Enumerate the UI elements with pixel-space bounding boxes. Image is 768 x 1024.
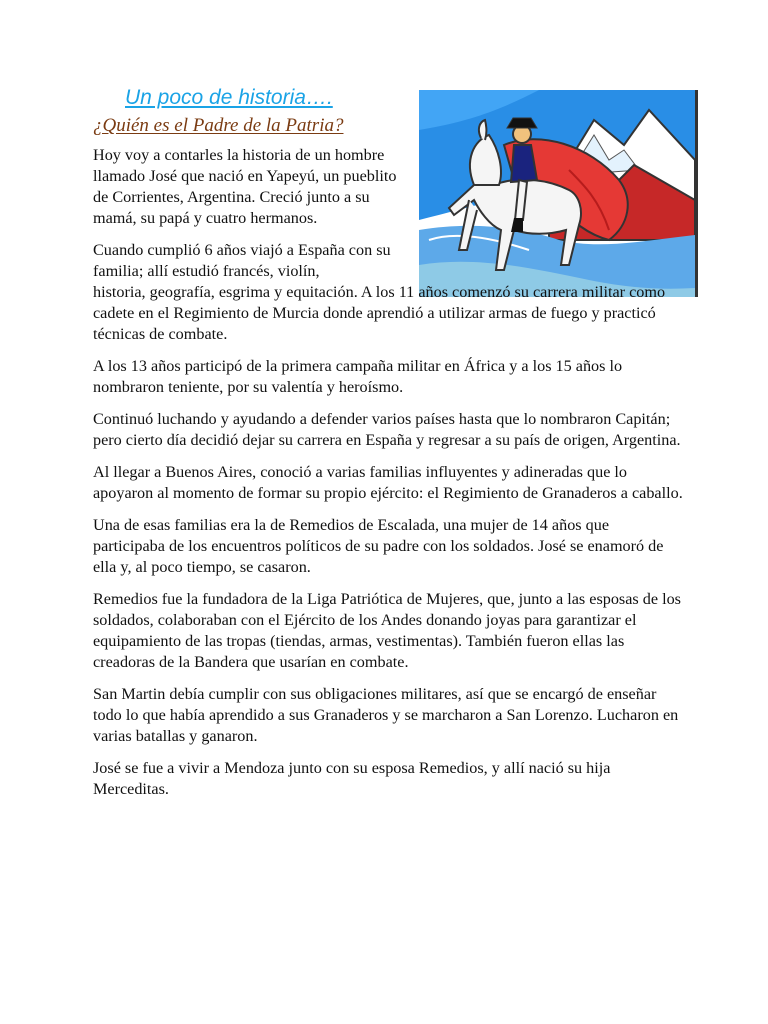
paragraph-mendoza: José se fue a vivir a Mendoza junto con su esposa Remedios, y allí nació su hija Merceditas. [93, 759, 611, 798]
paragraph-spain-rest: historia, geografía, esgrima y equitación. A los 11 años comenzó su carrera militar como cadete en el Regimiento de Murcia donde aprendió a utilizar armas de fuego y practicó técnicas de combate. [93, 283, 666, 343]
paragraph-remedios: Una de esas familias era la de Remedios de Escalada, una mujer de 14 años que participaba de los encuentros políticos de su padre con los soldados. José se enamoró de ella y, al poco tiempo, se casaron. [93, 516, 664, 576]
paragraph-africa: A los 13 años participó de la primera campaña militar en África y a los 15 años lo nombraron teniente, por su valentía y heroísmo. [93, 357, 623, 396]
paragraph-san-lorenzo: San Martin debía cumplir con sus obligaciones militares, así que se encargó de enseñar todo lo que había aprendido a sus Granaderos y se marcharon a San Lorenzo. Lucharon en varias batallas y ganaron. [93, 685, 679, 745]
story-text [93, 145, 683, 811]
paragraph-spain [93, 240, 683, 345]
paragraph-buenos-aires: Al llegar a Buenos Aires, conoció a varias familias influyentes y adineradas que lo apoyaron al momento de formar su propio ejército: el Regimiento de Granaderos a caballo. [93, 463, 683, 502]
paragraph-liga-patriotica: Remedios fue la fundadora de la Liga Patriótica de Mujeres, que, junto a las esposas de los soldados, colaboraban con el Ejército de los Andes donando joyas para garantizar el equipamiento de las tropas (tiendas, armas, vestimentas). También fueron ellas las creadoras de la Bandera que usarían en combate. [93, 590, 681, 671]
paragraph-intro: Hoy voy a contarles la historia de un hombre llamado José que nació en Yapeyú, un pueblito de Corrientes, Argentina. Creció junto a su mamá, su papá y cuatro hermanos. [93, 146, 397, 227]
paragraph-spain-start: Cuando cumplió 6 años viajó a España con su familia; allí estudió francés, violín, [93, 241, 391, 280]
paragraph-captain: Continuó luchando y ayudando a defender varios países hasta que lo nombraron Capitán; pero cierto día decidió dejar su carrera en España y regresar a su país de origen, Argentina. [93, 410, 681, 449]
page-title: Un poco de historia…. [125, 86, 333, 109]
page-subtitle: ¿Quién es el Padre de la Patria? [93, 115, 344, 136]
